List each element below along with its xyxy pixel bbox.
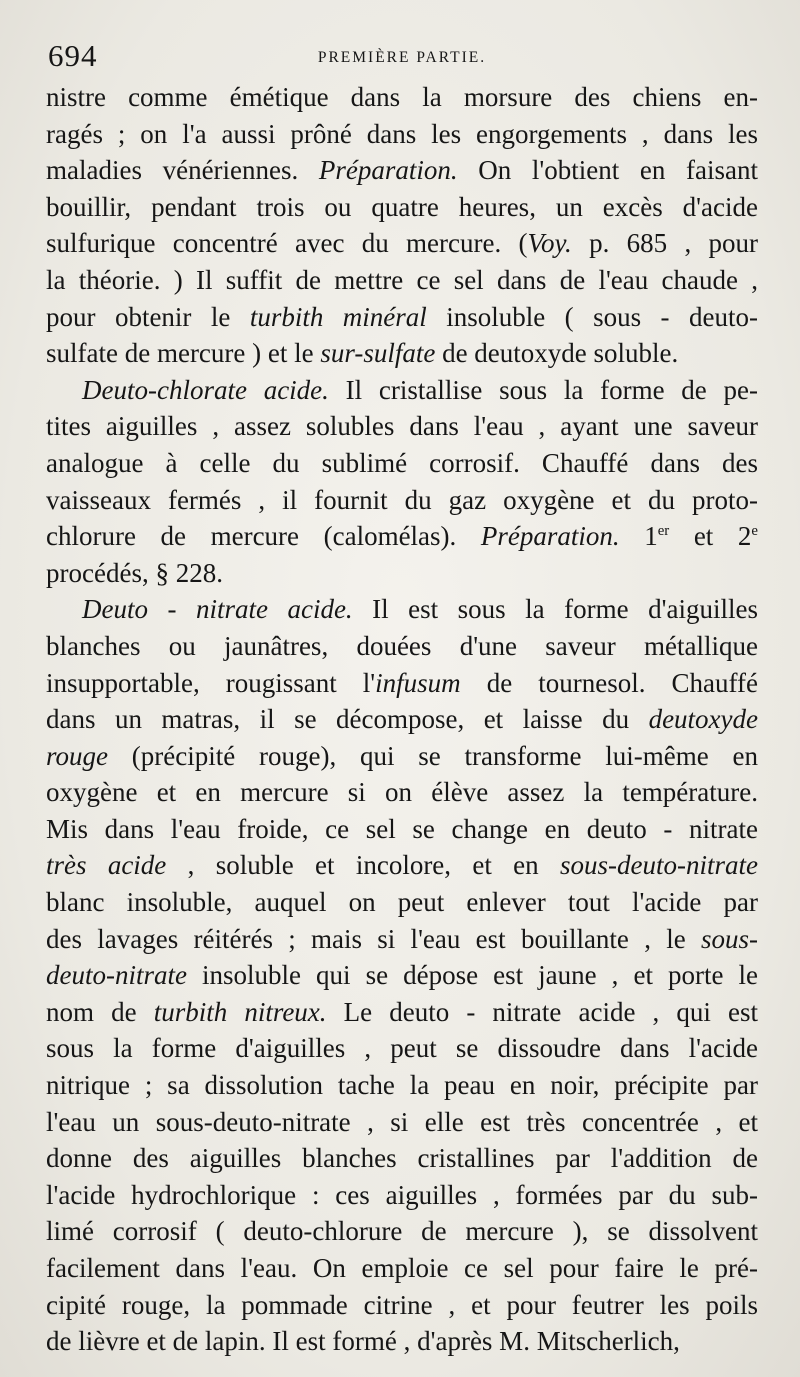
text-line <box>46 445 758 482</box>
text-line <box>46 591 758 628</box>
page-header <box>46 32 758 84</box>
text-line <box>46 1030 758 1067</box>
text-line <box>46 774 758 811</box>
italic-run: Voy. <box>527 228 572 259</box>
text-run: insoluble ( sous - deuto- <box>426 301 758 332</box>
text-line <box>46 665 758 702</box>
text-run: nistre comme émétique dans la morsure des chiens en- <box>46 82 758 112</box>
superscript: e <box>751 523 758 540</box>
text-line <box>46 921 758 958</box>
text-run: Il cristallise sous la forme de pe- <box>328 374 758 405</box>
text-run: facilement dans l'eau. On emploie ce sel pour faire le pré- <box>46 1253 758 1283</box>
italic-run: Deuto - nitrate acide. <box>82 594 353 625</box>
text-run: limé corrosif ( deuto-chlorure de mercure ), se dissolvent <box>46 1216 758 1247</box>
text-line <box>46 299 758 336</box>
text-run: procédés, § 228. <box>46 557 223 588</box>
text-line <box>46 1177 758 1214</box>
text-line <box>46 994 758 1031</box>
italic-run: Préparation. <box>480 521 620 552</box>
paragraph <box>46 591 758 1359</box>
text-line <box>46 518 758 555</box>
text-run: sulfate de mercure ) et le <box>46 338 321 369</box>
text-line <box>46 555 758 592</box>
text-line <box>46 884 758 921</box>
text-run: Il est sous la forme d'aiguilles <box>352 594 758 625</box>
text-line <box>46 1140 758 1177</box>
italic-run: Préparation. <box>318 155 458 186</box>
italic-run: Deuto-chlorate acide. <box>82 374 329 405</box>
text-run: nom de <box>46 996 154 1027</box>
text-line <box>46 628 758 665</box>
text-run: tites aiguilles , assez solubles dans l'eau , ayant une saveur <box>46 411 758 442</box>
text-run: (précipité rouge), qui se transforme lui-même en <box>108 740 758 771</box>
text-line <box>46 335 758 372</box>
text-run: insoluble qui se dépose est jaune , et porte le <box>186 960 758 991</box>
text-run: Le deuto - nitrate acide , qui est <box>326 996 758 1027</box>
text-run: donne des aiguilles blanches cristallines par l'addition de <box>46 1143 758 1174</box>
text-run: chlorure de mercure (calomélas). <box>46 521 481 552</box>
text-run: de lièvre et de lapin. Il est formé , d'après M. Mitscherlich, <box>46 1326 680 1357</box>
text-line <box>46 957 758 994</box>
text-run: blanc insoluble, auquel on peut enlever tout l'acide par <box>46 887 758 918</box>
text-line <box>46 189 758 226</box>
italic-run: sur-sulfate <box>320 338 436 369</box>
text-run: la théorie. ) Il suffit de mettre ce sel dans de l'eau chaude , <box>46 264 758 295</box>
text-line <box>46 811 758 848</box>
text-run: , soluble et incolore, et en <box>166 850 560 881</box>
italic-run: infusum <box>375 667 461 698</box>
italic-run: rouge <box>46 740 108 771</box>
text-run: ragés ; on l'a aussi prôné dans les engorgements , dans les <box>46 118 758 149</box>
text-run: l'acide hydrochlorique : ces aiguilles , formées par du sub- <box>46 1179 758 1210</box>
text-line <box>46 225 758 262</box>
text-run: On l'obtient en faisant <box>457 155 758 186</box>
text-run: sous la forme d'aiguilles , peut se dissoudre dans l'acide <box>46 1033 758 1064</box>
text-run: analogue à celle du sublimé corrosif. Chauffé dans des <box>46 447 758 478</box>
text-line <box>46 1067 758 1104</box>
text-run: blanches ou jaunâtres, douées d'une saveur métallique <box>46 630 758 661</box>
italic-run: sous- <box>700 923 758 954</box>
text-line <box>46 372 758 409</box>
text-line <box>46 482 758 519</box>
text-run: insupportable, rougissant l' <box>46 667 376 698</box>
text-run: oxygène et en mercure si on élève assez la température. <box>46 777 758 808</box>
text-run: dans un matras, il se décompose, et laisse du <box>46 704 649 735</box>
text-run: et 2 <box>669 521 752 552</box>
text-run: 1 <box>619 521 658 552</box>
text-run: p. 685 , pour <box>571 228 758 259</box>
text-run: de tournesol. Chauffé <box>460 667 758 698</box>
text-line <box>46 262 758 299</box>
italic-run: deuto-nitrate <box>46 960 187 991</box>
text-line <box>46 1323 758 1360</box>
italic-run: très acide <box>46 850 167 881</box>
superscript: er <box>657 523 670 540</box>
text-line <box>46 847 758 884</box>
italic-run: sous-deuto-nitrate <box>560 850 758 881</box>
text-run: maladies vénériennes. <box>46 155 319 186</box>
italic-run: deutoxyde <box>648 704 758 735</box>
text-run: de deutoxyde soluble. <box>435 338 679 369</box>
text-line <box>46 79 758 116</box>
text-line <box>46 701 758 738</box>
paragraph <box>46 79 758 372</box>
running-head: PREMIÈRE PARTIE. <box>317 49 487 66</box>
text-line <box>46 152 758 189</box>
italic-run: turbith nitreux. <box>153 996 327 1027</box>
text-line <box>46 1213 758 1250</box>
paragraph <box>46 372 758 592</box>
text-run: des lavages réitérés ; mais si l'eau est bouillante , le <box>46 923 701 954</box>
text-run: sulfurique concentré avec du mercure. ( <box>46 228 528 259</box>
text-run: l'eau un sous-deuto-nitrate , si elle est très concentrée , et <box>46 1106 758 1137</box>
text-run: Mis dans l'eau froide, ce sel se change en deuto - nitrate <box>46 813 758 844</box>
text-run: vaisseaux fermés , il fournit du gaz oxygène et du proto- <box>46 484 758 515</box>
page-number: 694 <box>48 38 98 73</box>
text-run: pour obtenir le <box>46 301 250 332</box>
text-run: bouillir, pendant trois ou quatre heures, un excès d'acide <box>46 191 758 222</box>
text-line <box>46 1104 758 1141</box>
text-line <box>46 116 758 153</box>
text-line <box>46 1287 758 1324</box>
text-line <box>46 408 758 445</box>
text-line <box>46 1250 758 1287</box>
text-run: nitrique ; sa dissolution tache la peau en noir, précipite par <box>46 1070 758 1101</box>
text-line <box>46 738 758 775</box>
text-run: cipité rouge, la pommade citrine , et pour feutrer les poils <box>46 1289 758 1320</box>
body-text <box>46 79 758 1360</box>
italic-run: turbith minéral <box>249 301 427 332</box>
